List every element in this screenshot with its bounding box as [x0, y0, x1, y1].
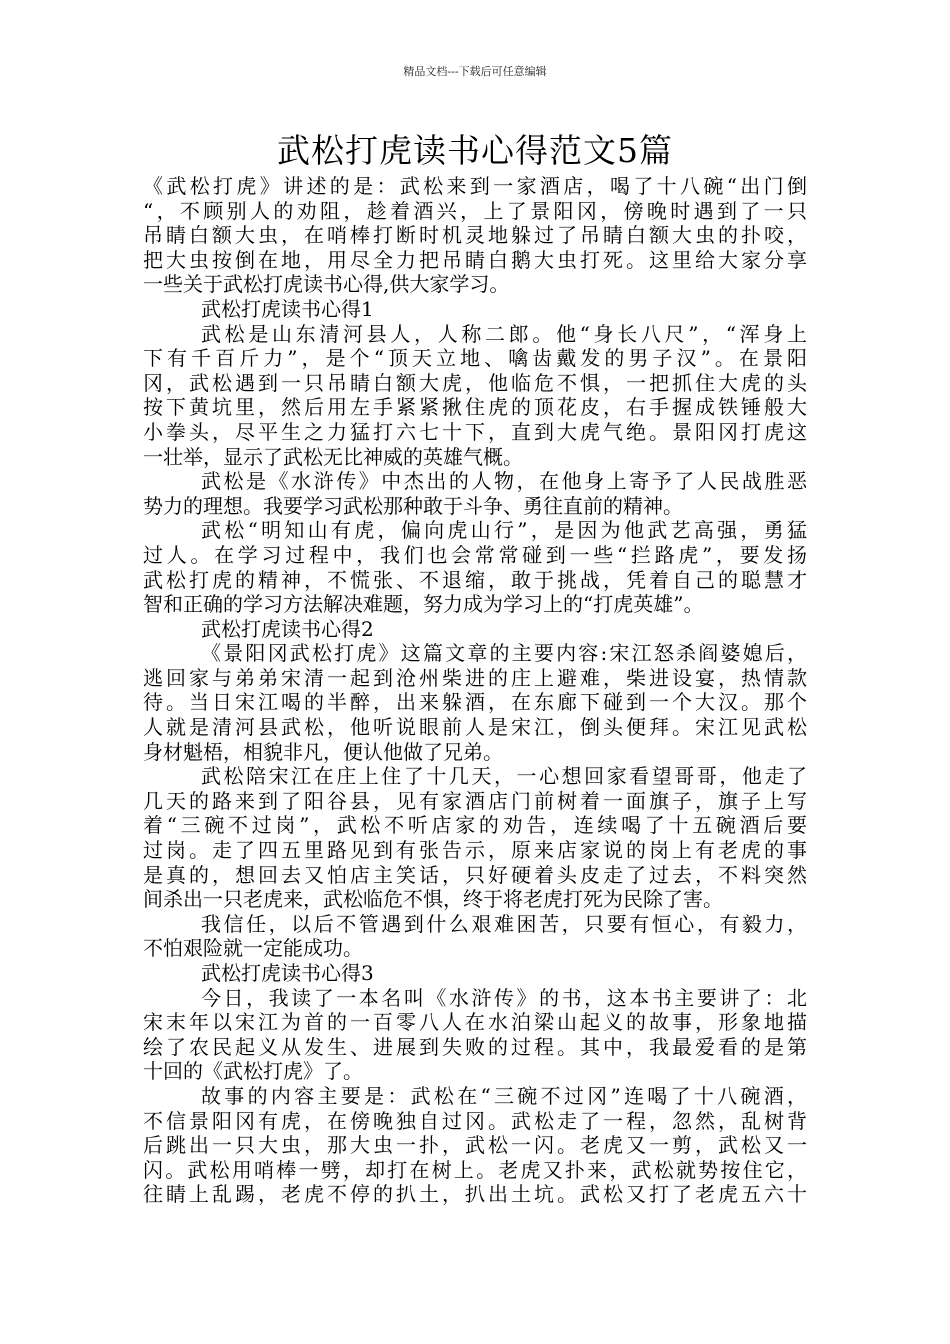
- text-line: 往睛上乱踢，老虎不停的扒土，扒出土坑。武松又打了老虎五六十: [143, 1182, 807, 1207]
- text-line: 智和正确的学习方法解决难题，努力成为学习上的“打虎英雄”。: [143, 592, 704, 617]
- text-line: 几天的路来到了阳谷县，见有家酒店门前树着一面旗子，旗子上写: [143, 788, 807, 813]
- text-line: 吊睛白额大虫，在哨棒打断时机灵地躲过了吊睛白额大虫的扑咬，: [143, 223, 807, 248]
- paragraph-start-line: 武松打虎读书心得1: [201, 296, 374, 321]
- text-line: 人就是清河县武松，他听说眼前人是宋江，倒头便拜。宋江见武松: [143, 715, 807, 740]
- text-line: 冈，武松遇到一只吊睛白额大虎，他临危不惧，一把抓住大虎的头: [143, 370, 807, 395]
- text-line: 一壮举，显示了武松无比神威的英雄气概。: [143, 444, 523, 469]
- text-line: 不怕艰险就一定能成功。: [143, 936, 363, 961]
- text-line: 后跳出一只大虫，那大虫一扑，武松一闪。老虎又一剪，武松又一: [143, 1133, 807, 1158]
- text-line: 宋末年以宋江为首的一百零八人在水泊梁山起义的故事，形象地描: [143, 1010, 807, 1035]
- paragraph-start-line: 故事的内容主要是：武松在“三碗不过冈”连喝了十八碗酒，: [201, 1083, 807, 1108]
- page-header: 精品文档---下载后可任意编辑: [403, 65, 547, 78]
- paragraph-start-line: 武松打虎读书心得3: [201, 961, 374, 985]
- text-line: 间杀出一只老虎来，武松临危不惧，终于将老虎打死为民除了害。: [143, 887, 723, 912]
- text-line: 武松打虎的精神，不慌张、不退缩，敢于挑战，凭着自己的聪慧才: [143, 567, 807, 592]
- paragraph-start-line: 武松是《水浒传》中杰出的人物，在他身上寄予了人民战胜恶: [201, 469, 807, 494]
- text-line: 绘了农民起义从发生、进展到失败的过程。其中，我最爱看的是第: [143, 1034, 807, 1059]
- paragraph-start-line: 武松打虎读书心得2: [201, 616, 374, 641]
- text-line: 小拳头，尽平生之力猛打六七十下，直到大虎气绝。景阳冈打虎这: [143, 419, 807, 444]
- text-line: “，不顾别人的劝阻，趁着酒兴，上了景阳冈，傍晚时遇到了一只: [143, 198, 807, 223]
- paragraph-start-line: 武松“明知山有虎，偏向虎山行”，是因为他武艺高强，勇猛: [201, 518, 807, 543]
- document-body: [143, 174, 807, 1207]
- text-line: 《武松打虎》讲述的是：武松来到一家酒店，喝了十八碗“出门倒: [143, 174, 807, 198]
- text-line: 是真的，想回去又怕店主笑话，只好硬着头皮走了过去，不料突然: [143, 862, 807, 887]
- paragraph-start-line: 我信任，以后不管遇到什么艰难困苦，只要有恒心，有毅力，: [201, 911, 807, 936]
- text-line: 下有千百斤力”，是个“顶天立地、噙齿戴发的男子汉”。在景阳: [143, 346, 807, 371]
- text-line: 身材魁梧，相貌非凡，便认他做了兄弟。: [143, 739, 503, 764]
- text-line: 过人。在学习过程中，我们也会常常碰到一些“拦路虎”，要发扬: [143, 542, 807, 567]
- text-line: 十回的《武松打虎》了。: [143, 1059, 363, 1084]
- paragraph-start-line: 《景阳冈武松打虎》这篇文章的主要内容:宋江怒杀阎婆媳后，: [201, 641, 807, 666]
- text-line: 闪。武松用哨棒一劈，却打在树上。老虎又扑来，武松就势按住它，: [143, 1157, 807, 1182]
- text-line: 逃回家与弟弟宋清一起到沧州柴进的庄上避难，柴进设宴，热情款: [143, 665, 807, 690]
- text-line: 待。当日宋江喝的半醉，出来躲酒，在东廊下碰到一个大汉。那个: [143, 690, 807, 715]
- paragraph-start-line: 今日，我读了一本名叫《水浒传》的书，这本书主要讲了：北: [201, 985, 807, 1010]
- text-line: 势力的理想。我要学习武松那种敢于斗争、勇往直前的精神。: [143, 493, 683, 518]
- text-line: 过岗。走了四五里路见到有张告示，原来店家说的岗上有老虎的事: [143, 838, 807, 863]
- paragraph-start-line: 武松陪宋江在庄上住了十几天，一心想回家看望哥哥，他走了: [201, 764, 807, 789]
- document-title: 武松打虎读书心得范文5篇: [277, 131, 673, 170]
- text-line: 着“三碗不过岗”，武松不听店家的劝告，连续喝了十五碗酒后要: [143, 813, 807, 838]
- text-line: 不信景阳冈有虎，在傍晚独自过冈。武松走了一程，忽然，乱树背: [143, 1108, 807, 1133]
- text-line: 把大虫按倒在地，用尽全力把吊睛白鹅大虫打死。这里给大家分享: [143, 247, 807, 272]
- text-line: 一些关于武松打虎读书心得,供大家学习。: [143, 272, 510, 297]
- text-line: 按下黄坑里，然后用左手紧紧揪住虎的顶花皮，右手握成铁锤般大: [143, 395, 807, 420]
- paragraph-start-line: 武松是山东清河县人，人称二郎。他“身长八尺”，“浑身上: [201, 321, 807, 346]
